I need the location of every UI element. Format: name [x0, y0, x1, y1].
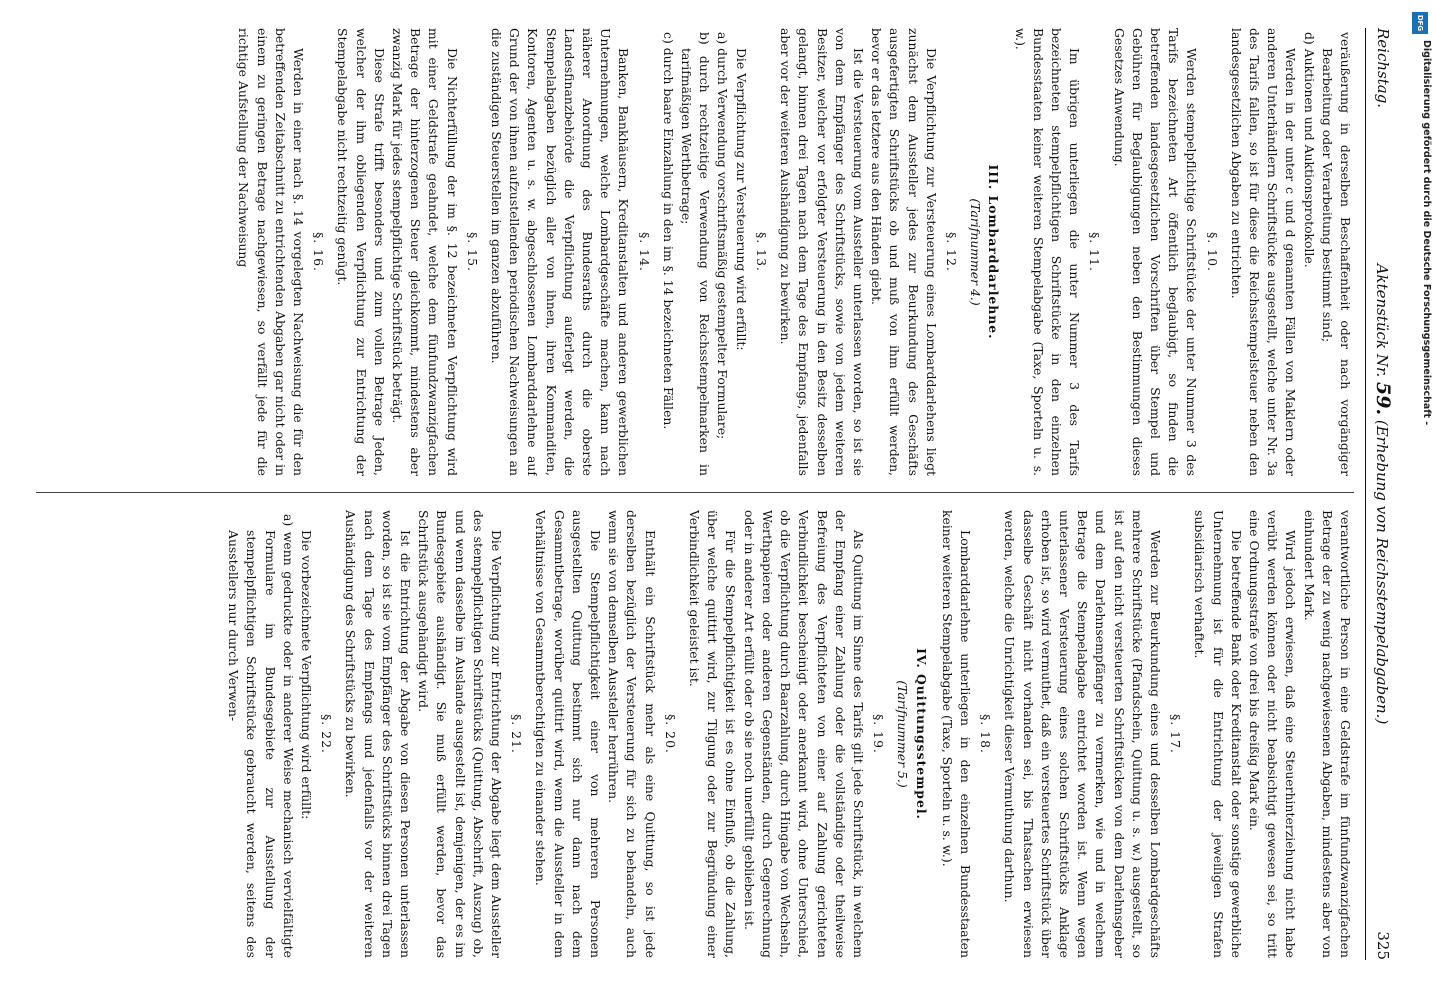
dfg-credit: Digitalisierung gefördert durch die Deutsche Forschungsgemeinschaft - [1421, 40, 1432, 426]
header-left: Reichstag. [1374, 28, 1392, 109]
chapter-heading: III. Lombarddarlehne. [986, 164, 1002, 340]
header-center [1365, 28, 1400, 960]
paragraph: Werden in einer nach §. 14 vorgelegten Nachweisung die für den betreffenden Zeitabschnitt zu entrichtenden Abgaben gar nicht oder in einem zu geringen Betrage nachgewiesen, so verfällt jede für die richtige Aufstellung der Nachweisung [236, 28, 307, 476]
left-column [36, 28, 1354, 476]
section-heading: §. 16. [311, 232, 327, 272]
list-item: veräußerung in derselben Beschaffenheit oder nach vorgängiger Bearbeitung oder Verarbeitung bestimmt sind; [1319, 32, 1353, 476]
header-number: 59. [1372, 382, 1394, 416]
paragraph: Ist die Versteuerung vom Aussteller unterlassen worden, so ist sie von dem Empfänger des Schriftstücks, sowie von jedem weiteren Besitzer, welcher vor erfolgter Versteuerung in den Besitz desselben gelangt, binnen drei Tagen nach dem Tage des Empfangs, jedenfalls aber vor der weiteren Aushändigung zu bewirken. [778, 28, 866, 476]
section-heading: §. 19. [871, 714, 887, 754]
list-item: a) durch Verwendung vorschriftsmäßig gestempelter Formulare; [715, 32, 731, 440]
chapter-subtitle: (Tarifnummer 5.) [895, 680, 911, 788]
paragraph: Diese Strafe trifft besonders und zum vollen Betrage Jeden, welcher der ihm obliegenden Verpflichtung zur Entrichtung der Stempelabgabe nicht rechtzeitig genügt. [335, 28, 387, 476]
chapter-subtitle: (Tarifnummer 4.) [968, 198, 984, 306]
paragraph: Die Verpflichtung zur Versteuerung wird erfüllt: [733, 48, 749, 351]
dfg-sidebar [1410, 10, 1430, 990]
list-item: a) wenn gedruckte oder in anderer Weise mechanisch vervielfältigte Formulare im Bundesgebiete zur Ausstellung der stempelpflichtigen Schriftstücke gebraucht werden, seitens des Ausstellers nur durch Verwen- [226, 514, 296, 958]
section-heading: §. 15. [464, 232, 480, 272]
paragraph: Werden in der unter c und d genannten Fällen von Maklern oder anderen Unterhändlern Schriftstücke ausgestellt, welche unter Nr. 3a des Tarifs fallen, so ist für diese die Reichsstempelsteuer neben den landesgesetzlichen Abgaben zu entrichten. [1228, 28, 1299, 476]
paragraph: Die betreffende Bank oder Kreditanstalt oder sonstige gewerbliche Unternehmung ist für die Entrichtung der jeweiligen Strafen subsidiarisch verhaftet. [1192, 510, 1244, 958]
section-heading: §. 11. [1087, 232, 1103, 272]
paragraph: verantwortliche Person in eine Geldstrafe im fünfundzwanzigfachen Betrage der zu wenig nachgewiesenen Abgaben, mindestens aber von einhundert Mark. [1301, 510, 1353, 958]
paragraph: Für die Stempelpflichtigkeit ist es ohne Einfluß, ob die Zahlung, über welche quittirt wird, zur Tilgung oder zur Begründung einer Verbindlichkeit geleistet ist. [687, 510, 739, 958]
paragraph: Enthält ein Schriftstück mehr als eine Quittung, so ist jede derselben bezüglich der Versteuerung für sich zu behandeln, auch wenn sie von demselben Aussteller herrühren. [606, 510, 658, 958]
section-heading: §. 18. [978, 714, 994, 754]
paragraph: Banken, Bankhäusern, Kreditanstalten und anderen gewerblichen Unternehmungen, welche Lombardgeschäfte machen, kann nach näherer Anordnung des Bundesraths durch die oberste Landesfinanzbehörde die Verpflichtung auferlegt werden, die Stempelabgaben bezüglich aller von ihnen, ihren Kommanditen, Kontoren, Agenten u. s. w. abgeschlossenen Lombarddarlehne auf Grund der von ihnen aufzustellenden periodischen Nachweisungen an die zuständigen Steuerstellen im ganzen abzuführen. [489, 28, 632, 476]
section-heading: §. 22. [319, 714, 335, 754]
paragraph: Die Verpflichtung zur Versteuerung eines Lombarddarlehens liegt zunächst dem Aussteller jedes zur Beurkundung des Geschäfts ausgefertigten Schriftstücks ob und muß von ihm erfüllt werden, bevor er das letztere aus den Händen giebt. [869, 28, 939, 476]
dfg-logo: DFG [1412, 12, 1428, 34]
paragraph: Die Verpflichtung zur Entrichtung der Abgabe liegt dem Aussteller des stempelpflichtigen Schriftstücks (Quittung, Abschrift, Auszug) ob, und wenn dasselbe im Auslande ausgestellt ist, demjenigen, der es im Bundesgebiete aushändigt. Sie muß erfüllt werden, bevor das Schriftstück ausgehändigt wird. [416, 510, 505, 958]
document-page [26, 14, 1406, 974]
list-item: b) durch rechtzeitige Verwendung von Reichsstempelmarken in tarifmäßigen Werthbetrage; [679, 32, 713, 476]
section-heading: §. 10. [1204, 232, 1220, 272]
paragraph: Die Stempelpflichtigkeit einer von mehreren Personen ausgestellten Quittung bestimmt sich nur dann nach dem Gesammtbetrage, worüber quittirt wird, wenn die Aussteller in dem Verhältnisse von Gesammtberechtigten zu einander stehen. [533, 510, 604, 958]
page-header [1365, 28, 1400, 960]
section-heading: §. 20. [662, 714, 678, 754]
list-item: d) Auktionen und Auktionsprotokolle. [1301, 32, 1317, 268]
column-divider [36, 492, 1354, 493]
paragraph: Die Nichterfüllung der im §. 12 bezeichneten Verpflichtung wird mit einer Geldstrafe geahndet, welche dem fünfundzwanzigfachen Betrage der hinterzogenen Steuer gleichkommt, mindestens aber zwanzig Mark für jedes stempelpflichtige Schriftstück beträgt. [390, 28, 460, 476]
page-number: 325 [1374, 931, 1392, 960]
section-heading: §. 12. [943, 232, 959, 272]
section-heading: §. 21. [509, 714, 525, 754]
right-column [36, 510, 1354, 958]
paragraph: Werden stempelpflichtige Schriftstücke der unter Nummer 3 des Tarifs bezeichneten Art öffentlich beglaubigt, so finden die betreffenden landesgesetzlichen Vorschriften über Stempel und Gebühren für Beglaubigungen neben den Bestimmungen dieses Gesetzes Anwendung. [1111, 28, 1200, 476]
paragraph: Werden zur Beurkundung eines und desselben Lombardgeschäfts mehrere Schriftstücke (Pfandschein, Quittung u. s. w.) ausgestellt, so ist auf den nicht versteuerten Schriftstücken von dem Darlehnsgeber und dem Darlehnsempfänger zu vermerken, wie und in welchem Betrage die Stempelabgabe entrichtet worden ist. Wenn wegen unterlassener Versteuerung eines solchen Schriftstücks Anklage erhoben ist, so wird vermuthet, daß ein versteuertes Schriftstück über dasselbe Geschäft nicht vorhanden sei, bis Thatsachen erwiesen werden, welche die Unrichtigkeit dieser Vermuthung darthun. [1002, 510, 1163, 958]
list-item: c) durch baare Einzahlung in den im §. 14 bezeichneten Fällen. [660, 32, 676, 430]
section-heading: §. 14. [636, 232, 652, 272]
paragraph: Im übrigen unterliegen die unter Nummer 3 des Tarifs bezeichneten stempelpflichtigen Schriftstücke in den einzelnen Bundesstaaten keiner weiteren Stempelabgabe (Taxe, Sporteln u. s. w.). [1012, 28, 1083, 476]
section-heading: §. 17. [1168, 714, 1184, 754]
section-heading: §. 13. [753, 232, 769, 272]
paragraph: Wird jedoch erwiesen, daß eine Steuerhinterziehung nicht habe verübt werden können oder nicht beabsichtigt gewesen sei, so tritt eine Ordnungsstrafe von drei bis dreißig Mark ein. [1246, 510, 1299, 958]
paragraph: Ist die Entrichtung der Abgabe von diesen Personen unterlassen worden, so ist sie vom Empfänger des Schriftstücks binnen drei Tagen nach dem Tage des Empfangs und jedenfalls vor der weiteren Aushändigung des Schriftstücks zu bewirken. [343, 510, 414, 958]
chapter-heading: IV. Quittungsstempel. [913, 648, 929, 820]
header-suffix: (Erhebung von Reichsstempelabgaben.) [1373, 419, 1391, 725]
paragraph: Die vorbezeichnete Verpflichtung wird erfüllt: [299, 530, 315, 820]
header-prefix: Aktenstück Nr. [1373, 263, 1391, 378]
paragraph: Lombarddarlehne unterliegen in den einzelnen Bundesstaaten keiner weiteren Stempelabgabe (Taxe, Sporteln u. s. w.). [939, 510, 973, 958]
paragraph: Als Quittung im Sinne des Tarifs gilt jede Schriftstück, in welchem der Empfang einer Zahlung oder die vollständige oder theilweise Befreiung des Verpflichteten von einer auf Zahlung gerichteten Verbindlichkeit bescheinigt oder anerkannt wird, ohne Unterschied, ob die Verpflichtung durch Baarzahlung, durch Hingabe von Wechseln, Werthpapieren oder anderen Gegenständen, durch Gegenrechnung oder in anderer Art erfüllt oder ob sie noch unerfüllt geblieben ist. [741, 510, 866, 958]
